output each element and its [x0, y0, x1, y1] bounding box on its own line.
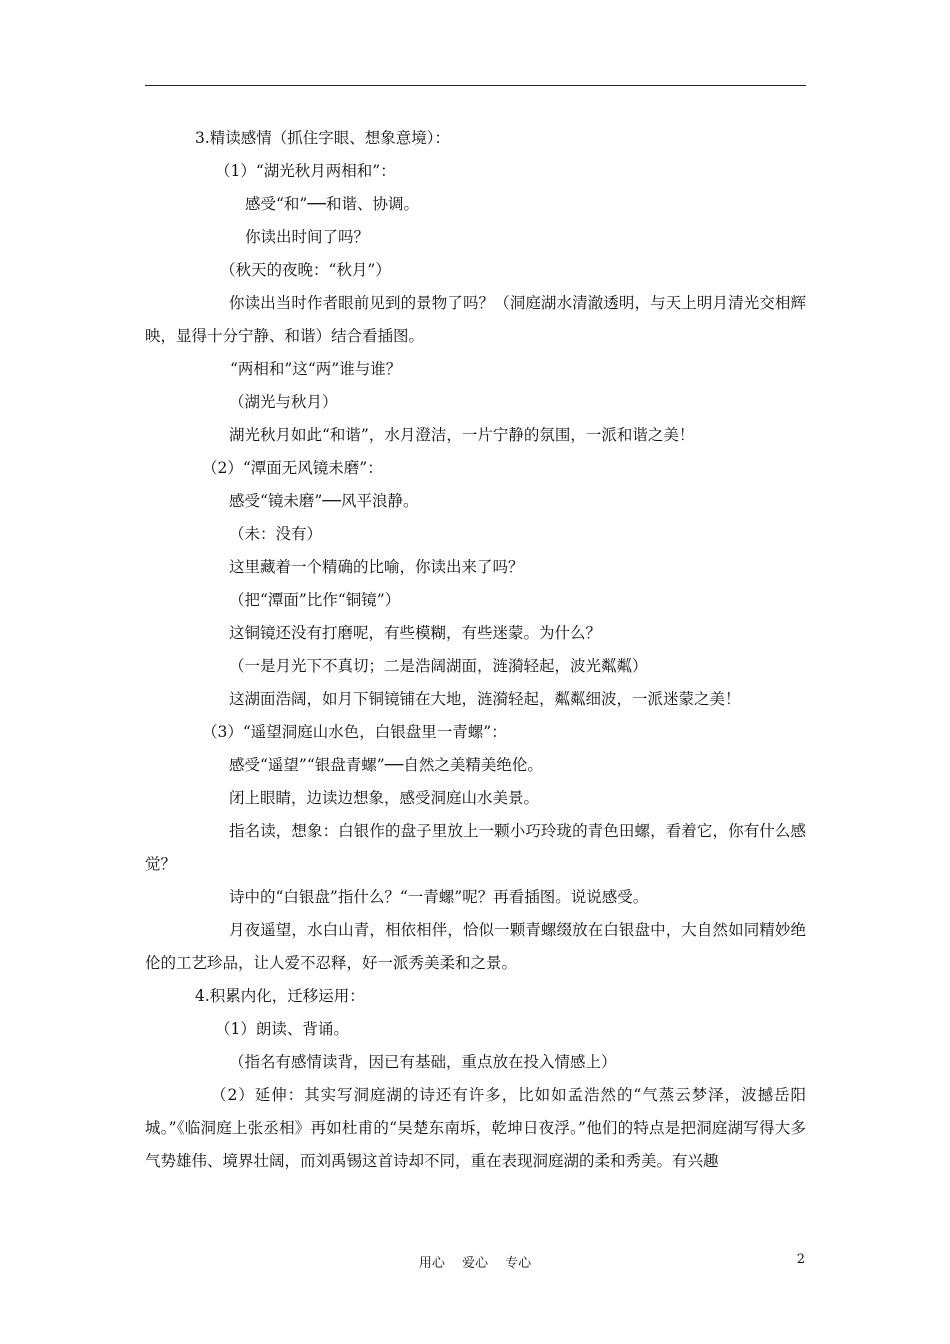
paragraph: 这湖面浩阔，如月下铜镜铺在大地，涟漪轻起，粼粼细波，一派迷蒙之美！ [229, 690, 741, 708]
section-heading: 4.积累内化，迁移运用： [195, 987, 365, 1005]
paragraph: 湖光秋月如此“和谐”，水月澄洁，一片宁静的氛围，一派和谐之美！ [229, 426, 695, 444]
paragraph: 感受“和”──和谐、协调。 [245, 195, 420, 213]
paragraph: 感受“遥望”“银盘青螺”──自然之美精美绝伦。 [229, 756, 543, 774]
paragraph: （秋天的夜晚：“秋月”） [220, 261, 391, 279]
paragraph: （把“潭面”比作“铜镜”） [229, 591, 401, 609]
paragraph: 你读出时间了吗？ [245, 228, 370, 246]
subsection-heading: （1）朗读、背诵。 [215, 1020, 349, 1038]
header-rule [145, 85, 806, 86]
paragraph: （2）延伸：其实写洞庭湖的诗还有许多，比如如孟浩然的“气蒸云梦泽，波撼岳阳城。”《临洞庭上张丞相》再如杜甫的“吴楚东南坼，乾坤日夜浮。”他们的特点是把洞庭湖写得大多气势雄伟、境界壮阔，而刘禹锡这首诗却不同，重在表现洞庭湖的柔和秀美。有兴趣 [145, 1086, 806, 1170]
paragraph: 诗中的“白银盘”指什么？“一青螺”呢？再看插图。说说感受。 [229, 888, 649, 906]
document-body [145, 122, 806, 1178]
paragraph: 感受“镜未磨”──风平浪静。 [229, 492, 419, 510]
page-number: 2 [796, 1252, 805, 1267]
paragraph: 闭上眼睛，边读边想象，感受洞庭山水美景。 [229, 789, 540, 807]
paragraph: 这铜镜还没有打磨呢，有些模糊，有些迷蒙。为什么？ [229, 624, 602, 642]
section-heading: 3.精读感情（抓住字眼、想象意境）： [195, 129, 451, 147]
paragraph: （未：没有） [229, 525, 323, 543]
paragraph: 你读出当时作者眼前见到的景物了吗？（洞庭湖水清澈透明，与天上明月清光交相辉映，显得十分宁静、和谐）结合看插图。 [145, 294, 806, 345]
paragraph: 这里藏着一个精确的比喻，你读出来了吗？ [229, 558, 524, 576]
subsection-heading: （1）“湖光秋月两相和”： [215, 162, 396, 180]
paragraph: “两相和”这“两”谁与谁？ [230, 360, 402, 378]
paragraph: （湖光与秋月） [229, 393, 338, 411]
footer-motto: 用心 爱心 专心 [418, 1256, 532, 1271]
paragraph: （一是月光下不真切；二是浩阔湖面，涟漪轻起，波光粼粼） [229, 657, 648, 675]
subsection-heading: （3）“遥望洞庭山水色，白银盘里一青螺”： [202, 723, 507, 741]
paragraph: （指名有感情读背，因已有基础，重点放在投入情感上） [229, 1053, 617, 1071]
paragraph: 指名读，想象：白银作的盘子里放上一颗小巧玲珑的青色田螺，看着它，你有什么感觉？ [145, 822, 806, 873]
paragraph: 月夜遥望，水白山青，相依相伴，恰似一颗青螺缀放在白银盘中，大自然如同精妙绝伦的工艺珍品，让人爱不忍释，好一派秀美柔和之景。 [145, 921, 806, 972]
page-footer [0, 1252, 950, 1272]
subsection-heading: （2）“潭面无风镜未磨”： [202, 459, 383, 477]
